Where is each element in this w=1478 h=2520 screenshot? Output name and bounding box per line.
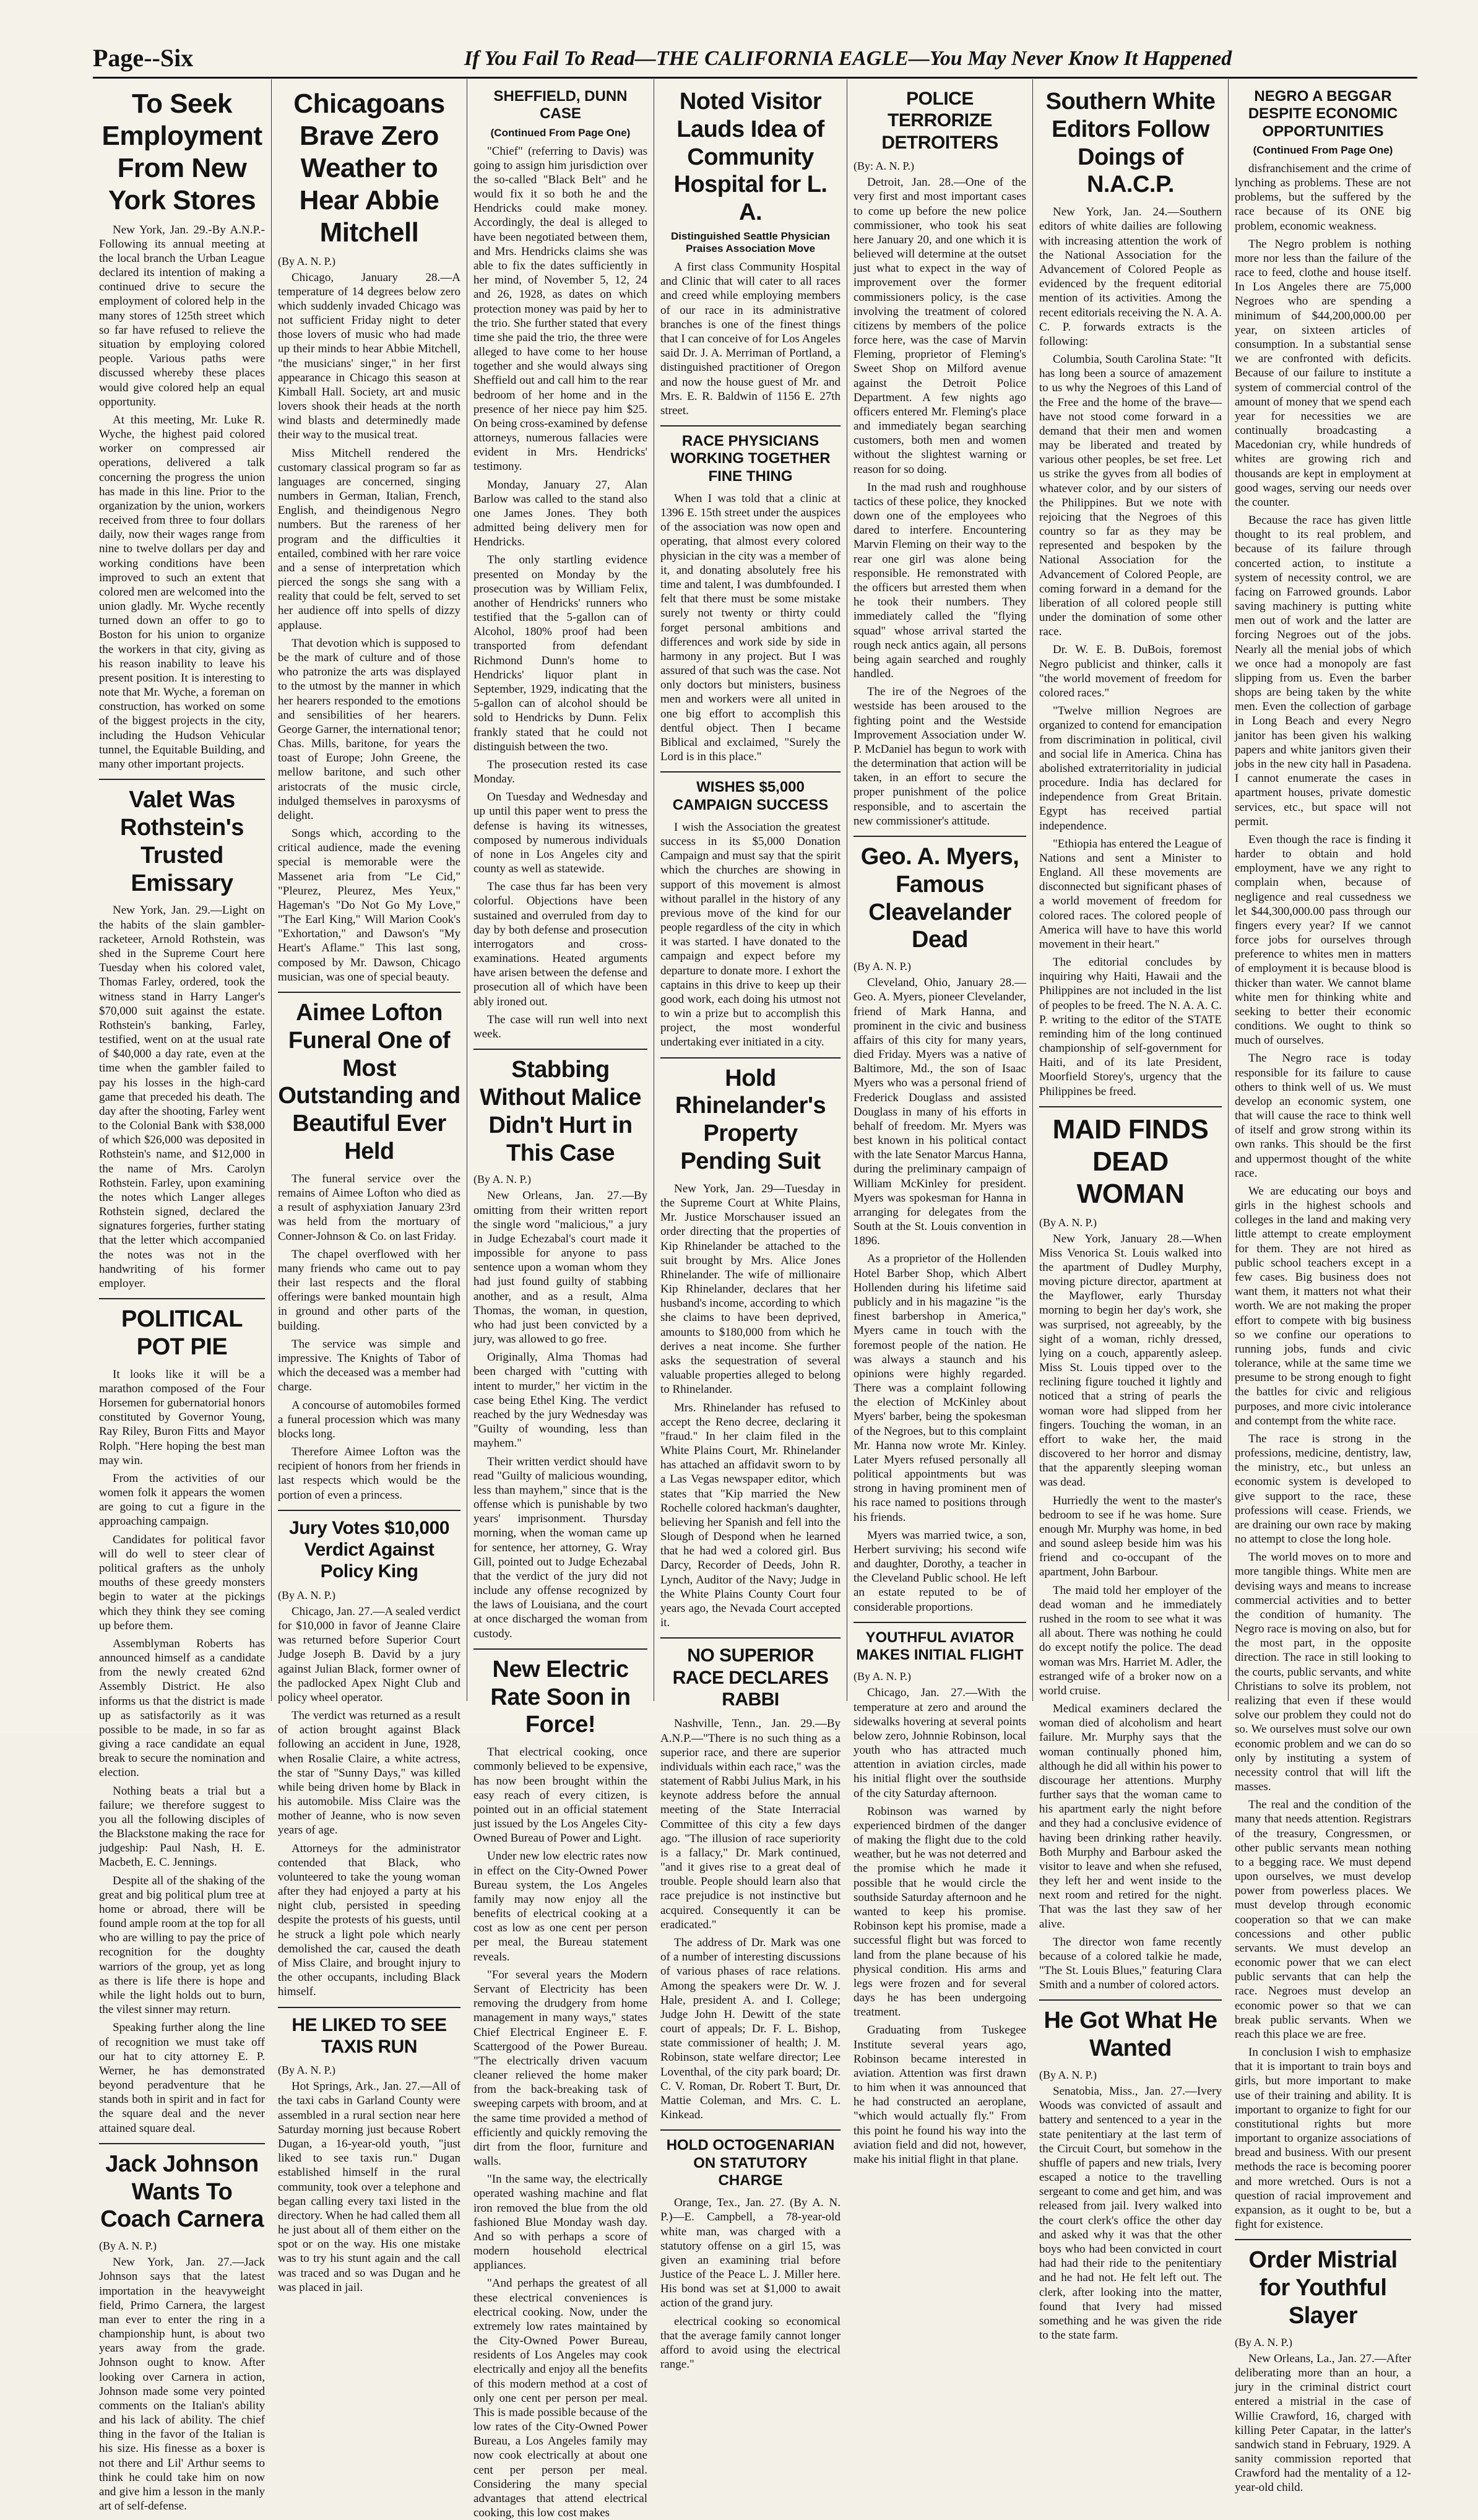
article (1235, 2239, 1411, 2495)
paragraph: New Orleans, Jan. 27.—By omitting from their written report the single word "malicious," a jury in Judge Echezabal's court made it impossible for anyone to pass sentence upon a woman whom they had just found guilty of stabbing another, and as a result, Alma Thomas, the woman, in question, who had just been convicted by a jury, was allowed to go free. (473, 1189, 647, 1346)
article-divider (473, 1648, 647, 1650)
headline: Order Mistrial for Youthful Slayer (1248, 2247, 1398, 2329)
headline: Geo. A. Myers, Famous Cleavelander Dead (860, 843, 1019, 953)
paragraph: "Ethiopia has entered the League of Nations and sent a Minister to England. All these movements are disconnected but significant phases of a world movement of freedom for colored races. The colored people of America will have to have this world movement in their heart." (1039, 837, 1222, 951)
paragraph: The maid told her employer of the dead woman and he immediately rushed in the room to see what it was all about. There was nothing he could do except notify the police. The dead woman was Mrs. Harriet M. Adler, the estranged wife of a broker now on a world cruise. (1039, 1583, 1222, 1697)
headline: MAID FINDS DEAD WOMAN (1052, 1114, 1209, 1209)
paragraph: The ire of the Negroes of the westside has been aroused to the fighting point and the Westside Improvement Association under W. P. McDaniel has begun to work with the determination that action will be taken, in an effort to secure the proper punishment of the police responsible, and to ascertain the new commissioner's attitude. (854, 685, 1026, 828)
headline: To Seek Employment From New York Stores (102, 89, 262, 215)
article-divider (660, 771, 841, 773)
paragraph: In conclusion I wish to emphasize that it is important to train boys and girls, but more important to make use of their training and ability. It is important to organize to fight for our constitutional rights but more important to organize associations of bread and business. With our present methods the race is becoming poorer and more wretched. Ours is not a question of racial improvement and expansion, as it ought to be, but a fight for existence. (1235, 2046, 1411, 2232)
headline: Aimee Lofton Funeral One of Most Outstanding and Beautiful Ever Held (278, 999, 460, 1165)
paragraph: Senatobia, Miss., Jan. 27.—Ivery Woods was convicted of assault and battery and sentenced to a year in the state penitentiary at the last term of the Circuit Court, but somehow in the shuffle of papers and new trials, Ivery escaped a notice to the travelling sergeant to come and get him, and was released from jail. Ivery walked into the court clerk's office the other day and asked why it was that the other boys who had been convicted in court had had their ride to the penitentiary and he had not. He felt left out. The clerk, after looking into the matter, found that Ivery had missed something and he was given the ride to the state farm. (1039, 2085, 1222, 2342)
headline: SHEFFIELD, DUNN CASE (493, 88, 628, 123)
paragraph: The prosecution rested its case Monday. (473, 758, 647, 786)
paragraph: The race is strong in the professions, medicine, dentistry, law, the ministry, etc., but unless an economic system is developed to give support to the race, these professions will cease. Friends, we are draining our own race by making no attempt to close the long hole. (1235, 1432, 1411, 1546)
article (473, 1648, 647, 2520)
paragraph: That electrical cooking, once commonly believed to be expensive, has now been brought within the easy reach of every citizen, is pointed out in an official statement just issued by the Los Angeles City-Owned Bureau of Power and Light. (473, 1746, 647, 1845)
masthead (93, 38, 1417, 79)
paragraph: In the mad rush and roughhouse tactics of these police, they knocked down one of the employees who dared to interfere. Encountering Marvin Fleming on their way to the rear one girl was alone being responsible. He remonstrated with the officers but arrested them when he took their numbers. They immediately called the "flying squad" whose arrival started the rough neck antics again, all persons being again searched and roughly handled. (854, 480, 1026, 681)
headline: HOLD OCTOGENARIAN ON STATUTORY CHARGE (666, 2137, 835, 2189)
paragraph: Columbia, South Carolina State: "It has long been a source of amazement to us why the Negroes of this Land of the Free and the home of the brave—have not stood come forward in a demand that their men and women may be liberated and treated by various other peoples, be set free. Let us strike the gyves from all bodies of whatever color, and by our sisters of the Philippines. But we note with rejoicing that the Negroes of this country so far as they may be represented and bespoken by the National Association for the Advancement of Colored People, are coming forward in a demand for the liberation of all colored people still under the domination of some other race. (1039, 353, 1222, 639)
paragraph: The world moves on to more and more tangible things. White men are devising ways and means to increase commercial activities and to better the condition of humanity. The Negro race is moving on also, but for the most part, in the opposite direction. The race in still looking to the courts, public servants, and white Christians to solve its problem, not realizing that even if these would solve our problem they could not do so. We ourselves must solve our own economic problem and we can do so only by instituting a system of necessity control that will lift the masses. (1235, 1551, 1411, 1794)
paragraph: "Chief" (referring to Davis) was going to assign him jurisdiction over the so-called "Black Belt" and he would fix it so both he and the Hendricks could make money. Accordingly, the deal is alleged to have been negotiated between them, and Mrs. Hendricks claims she was able to fix the dates sufficiently in her mind, of November 5, 12, 24 and 26, 1928, as dates on which protection money was paid by her to the trio. She further stated that every time she paid the trio, the three were alleged to have come to her house together and she would always sing Sheffield out and call him to the rear bedroom of her home and in the presence of her niece pay him $25. On being cross-examined by defense attorneys, numerous fallacies were evident in Mrs. Hendricks' testimony. (473, 144, 647, 474)
headline: Jury Votes $10,000 Verdict Against Policy King (289, 1517, 449, 1582)
paragraph: When I was told that a clinic at 1396 E. 15th street under the auspices of the association was now open and operating, that almost every colored physician in the city was a member of it, and donating absolutely free his time and talent, I was dumbfounded. I felt that there must be some mistake surely not twenty or thirty could forget personal ambitions and differences and work side by side in harmony in any project. But I was assured of that such was the case. Not only doctors but ministers, business men and workers were all united in one big effort to accomplish this dentful object. Then I became Biblical and exclaimed, "Surely the Lord is in this place." (660, 491, 841, 764)
column-7 (1228, 79, 1417, 2495)
article (473, 1049, 647, 1641)
paragraph: Because the race has given little thought to its real problem, and because of its failure through concerted action, to institute a system of necessity control, we are facing on Farrowed grounds. Labor saving machinery is putting white men out of work and the latter are forcing Negroes out of the jobs. Nearly all the menial jobs of which we once had a monopoly are fast slipping from us. Even the barber shops are being taken by the white men. Even the collection of garbage in Long Beach and every Negro janitor has been given his walking papers and white janitors given their jobs in the new city hall in Pasadena. I cannot enumerate the cases in apartment houses, private domestic services, etc., but space will not permit. (1235, 514, 1411, 828)
headline: Hold Rhinelander's Property Pending Suit (675, 1065, 826, 1175)
article (99, 2143, 265, 2514)
article (278, 88, 460, 984)
article (854, 88, 1026, 828)
article-divider (854, 836, 1026, 837)
headline: Chicagoans Brave Zero Weather to Hear Abbie Mitchell (293, 89, 445, 248)
headline: NO SUPERIOR RACE DECLARES RABBI (672, 1645, 829, 1710)
article (1039, 1106, 1222, 1993)
paragraph: The Negro problem is nothing more nor less than the failure of the race to feed, clothe and house itself. In Los Angeles there are 75,000 Negroes who are spending a minimum of $44,200,000.00 per year, on sixteen articles of consumption. In a substantial sense we are confronted with deficits. Because of our failure to institute a system of commercial control of the amount of money that we spend each year for necessities we are continually broadcasting a Macedonian cry, while hundreds of whites are growing rich and thousands are kept in employment at good wages, serving our needs over the counter. (1235, 237, 1411, 509)
paragraph: Robinson was warned by experienced birdmen of the danger of making the flight due to the cold weather, but he was not deterred and the promise which he made it possible that he would circle the southside Saturday afternoon and he wanted to keep his promise. Robinson kept his promise, made a successful flight but was forced to land from the plane because of his physical condition. His arms and legs were frozen and for several days he has been undergoing treatment. (854, 1804, 1026, 2019)
headline: Valet Was Rothstein's Trusted Emissary (120, 787, 244, 896)
article (660, 2129, 841, 2371)
paragraph: Originally, Alma Thomas had been charged with "cutting with intent to murder," her victim in the case being Ethel King. The verdict reached by the jury Wednesday was "Guilty of wounding, less than mayhem." (473, 1351, 647, 1450)
paragraph: Nashville, Tenn., Jan. 29.—By A.N.P.—"There is no such thing as a superior race, and there are superior individuals within each race," was the statement of Rabbi Julius Mark, in his keynote address before the annual meeting of the State Interracial Committee of this city a few days ago. "The illusion of race superiority is a fallacy," Dr. Mark continued, "and it gives rise to a great deal of trouble. People should learn also that race prejudice is not instinctive but acquired. Consequently it can be eradicated." (660, 1717, 841, 1931)
subheadline: Distinguished Seattle Physician Praises Association Move (671, 230, 830, 255)
byline: (By A. N. P.) (854, 960, 912, 973)
column-2 (271, 79, 467, 2294)
article (99, 88, 265, 771)
column-3 (467, 79, 654, 2520)
article (660, 425, 841, 764)
paragraph: Monday, January 27, Alan Barlow was called to the stand also one James Jones. They both admitted being delivery men for Hendricks. (473, 478, 647, 549)
paragraph: The funeral service over the remains of Aimee Lofton who died as a result of asphyxiation January 23rd was held from the mortuary of Conner-Johnson & Co. on last Friday. (278, 1172, 460, 1243)
byline: (By A. N. P.) (278, 1588, 336, 1601)
subheadline: (Continued From Page One) (1253, 144, 1393, 156)
article (278, 1510, 460, 1999)
columns (93, 79, 1417, 2520)
paragraph: The verdict was returned as a result of action brought against Black following an accident in June, 1928, when Rosalie Claire, a white actress, the star of "Sunny Days," was killed while being driven home by Black in his automobile. Miss Claire was the mother of Jeanne, who is now seven years of age. (278, 1709, 460, 1837)
paragraph: Songs which, according to the critical audience, made the evening special is memorable were the Massenet aria from "Le Cid," "Pleurez, Pleurez, Mes Yeux," Hageman's "Do Not Go My Love," "The Earl King," Will Marion Cook's "Exhortation," and Dawson's "My Heart's Aflame." This last song, composed by Mr. Dawson, Chicago musician, was one of special beauty. (278, 827, 460, 984)
paragraph: New York, Jan. 29—Tuesday in the Supreme Court at White Plains, Mr. Justice Morschauser issued an order directing that the properties of Kip Rhinelander be attached to the suit brought by Mrs. Alice Jones Rhinelander. The wife of millionaire Kip Rhinelander, declares that her husband's income, according to which she claims to have been deprived, amounts to $180,000 from which he derives a neat income. She further asks the sequestration of several valuable properties alleged to belong to Rhinelander. (660, 1182, 841, 1396)
byline: (By A. N. P.) (99, 2240, 157, 2253)
article (99, 779, 265, 1291)
paragraph: The director won fame recently because of a colored talkie he made, "The St. Louis Blues," featuring Clara Smith and a number of colored actors. (1039, 1935, 1222, 1992)
article-divider (473, 1049, 647, 1050)
subheadline: (Continued From Page One) (490, 126, 631, 139)
headline: POLICE TERRORIZE DETROITERS (881, 89, 998, 153)
paragraph: Despite all of the shaking of the great and big political plum tree at home or abroad, there will be found ample room at the top for all who are willing to pay the price of recognition for the doughty warriors of the group, yet as long as there is life there is hope and while the light holds out to burn, the vilest sinner may return. (99, 1874, 265, 2017)
headline: HE LIKED TO SEE TAXIS RUN (292, 2014, 447, 2057)
paragraph: "In the same way, the electrically operated washing machine and flat iron removed the blue from the old fashioned Blue Monday wash day. And so with perhaps a score of modern household electrical appliances. (473, 2173, 647, 2272)
paragraph: New Orleans, La., Jan. 27.—After deliberating more than an hour, a jury in the criminal district court entered a mistrial in the case of Willie Crawford, 16, charged with killing Peter Capatar, in the latter's sandwich stand in February, 1929. A sanity commission reported that Crawford had the mentality of a 12-year-old child. (1235, 2352, 1411, 2495)
article-divider (278, 1510, 460, 1511)
article (278, 2007, 460, 2295)
byline: (By A. N. P.) (1039, 2069, 1097, 2082)
paragraph: Nothing beats a trial but a failure; we therefore suggest to you all the following disciples of the Blackstone making the race for judgeship: Paul Nash, H. E. Macbeth, E. C. Jennings. (99, 1784, 265, 1869)
paragraph: Hurriedly the went to the master's bedroom to see if he was home. Sure enough Mr. Murphy was home, in bed and sound asleep beside him was his friend and co-occupant of the apartment, John Barbour. (1039, 1494, 1222, 1579)
article-divider (660, 1057, 841, 1059)
article-divider (1039, 1999, 1222, 2001)
article-divider (278, 2007, 460, 2008)
headline: He Got What He Wanted (1044, 2007, 1217, 2062)
paragraph: Medical examiners declared the woman died of alcoholism and heart failure. Mr. Murphy says that the woman continually phoned him, although he did all within his power to discourage her attentions. Murphy further says that the woman came to his apartment early the night before and they had a conclusive evidence of having been drinking rather heavily. Both Murphy and Barbour asked the visitor to leave and when she refused, they left her and went inside to the next room and retired for the night. That was the last they saw of her alive. (1039, 1702, 1222, 1931)
paragraph: A first class Community Hospital and Clinic that will cater to all races and creed while employing members of our race in its administrative branches is one of the finest things that I can conceive of for Los Angeles said Dr. J. A. Merriman of Portland, a distinguished practitioner of Oregon and now the house guest of Mr. and Mrs. E. R. Baldwin of 1156 E. 27th street. (660, 261, 841, 417)
running-head: If You Fail To Read—THE CALIFORNIA EAGLE—You May Never Know It Happened (464, 47, 1232, 70)
paragraph: Miss Mitchell rendered the customary classical program so far as languages are concerned, singing numbers in German, Italian, French, English, and theindigenous Negro numbers. But the rareness of her program and the difficulties it entailed, combined with her rare voice and a sense of interpretation which pierced the songs she sang with a reality that could be felt, served to set her audience off into spells of dizzy applause. (278, 446, 460, 632)
paragraph: Attorneys for the administrator contended that Black, who volunteered to take the young woman after they had enjoyed a party at his night club, persisted in speeding despite the protests of his guests, until he struck a light pole which nearly demolished the car, caused the death of Miss Claire, and brought injury to the other occupants, including Black himself. (278, 1842, 460, 1999)
paragraph: Mrs. Rhinelander has refused to accept the Reno decree, declaring it "fraud." In her claim filed in the White Plains Court, Mr. Rhinelander has attached an affidavit sworn to by a Las Vegas newspaper editor, which states that "Kip married the New Rochelle colored hackman's daughter, believing her Spanish and fell into the Slough of Despond when he learned that he had wed a colored girl. Bus Darcy, Recorder of Deeds, John R. Lynch, Auditor of the Navy; Judge in the White Plains County Court four years ago, the Nevada Court accepted it. (660, 1401, 841, 1630)
byline: (By: A. N. P.) (854, 160, 915, 173)
paragraph: electrical cooking so economical that the average family cannot longer afford to avoid using the electrical range." (660, 2314, 841, 2371)
article-divider (99, 1298, 265, 1299)
paragraph: From the activities of our women folk it appears the women are going to cut a figure in the approaching campaign. (99, 1471, 265, 1528)
paragraph: The Negro race is today responsible for its failure to cause others to think well of us. We must develop an economic system, one that will cause the race to think well of itself and grow strong within its own ranks. This should be the first and uppermost thought of the white race. (1235, 1052, 1411, 1180)
article-divider (1235, 2239, 1411, 2240)
article (660, 771, 841, 1049)
paragraph: Under new low electric rates now in effect on the City-Owned Power Bureau system, the Los Angeles family may now enjoy all the benefits of electrical cooking at a cost as low as one cent per person per meal, the Bureau statement reveals. (473, 1850, 647, 1964)
paragraph: Speaking further along the line of recognition we must take off our hat to city attorney E. P. Werner, he has demonstrated beyond peradventure that he stands both in spirit and in fact for the square deal and the never attained square deal. (99, 2021, 265, 2135)
paragraph: New York, Jan. 29.—Light on the habits of the slain gambler-racketeer, Arnold Rothstein, was shed in the Supreme Court here Tuesday when his colored valet, Thomas Farley, ordered, took the witness stand in Harry Langer's $70,000 suit against the estate. Rothstein's banking, Farley, testified, went on at the usual rate of $40,000 a day rate, even at the time when the gambler failed to pay his losses in the high-card game that preceded his death. The day after the shooting, Farley went to the Colonial Bank with $38,000 of which $26,000 was deposited in Rothstein's name, and $12,000 in the name of Mrs. Carolyn Rothstein. Farley, upon examining the notes which Langer alleges Rothstein signed, declared the signatures forgeries, further stating that the letter which accompanied the notes was not in the handwriting of his former employer. (99, 904, 265, 1290)
byline: (By A. N. P.) (278, 254, 336, 267)
paragraph: Chicago, Jan. 27.—With the temperature at zero and around the sidewalks hovering at several points below zero, Johnnie Robinson, local youth who has attracted much attention in aviation circles, made his initial flight over the southside of the city Saturday afternoon. (854, 1686, 1026, 1800)
article (660, 88, 841, 418)
page-number: Page--Six (93, 44, 194, 72)
article (854, 1622, 1026, 2167)
byline: (By A. N. P.) (278, 2064, 336, 2077)
article (660, 1057, 841, 1630)
paragraph: New York, Jan. 24.—Southern editors of white dailies are following with increasing attention the work of the National Association for the Advancement of Colored People as evidenced by the frequent editorial mention of its activities. Among the recent editorials receiving the N. A. A. C. P. forwards extracts is the following: (1039, 206, 1222, 348)
column-6 (1032, 79, 1228, 2342)
paragraph: The only startling evidence presented on Monday by the prosecution was by William Felix, another of Hendricks' runners who testified that the 5-gallon can of Alcohol, 180% proof had been transported from defendant Richmond Dunn's home to Hendricks' liquor plant in September, 1929, indicating that the 5-gallon can of alcohol should be sold to Hendricks by Dunn. Felix frankly stated that he could not distinguish between the two. (473, 553, 647, 753)
byline: (By A. N. P.) (1235, 2336, 1293, 2349)
paragraph: Even though the race is finding it harder to obtain and hold employment, have we any right to complain when, because of negligence and real cussedness we let $44,300,000.00 pass through our fingers every year? If we cannot force jobs for ourselves through preference to whites men in matters of employment it is because blood is thicker than water. We cannot blame white men for thinking white and seeking to better their economic conditions. We ought to think so much of ourselves. (1235, 833, 1411, 1047)
headline: New Electric Rate Soon in Force! (490, 1656, 631, 1738)
paragraph: The chapel overflowed with her many friends who came out to pay their last respects and the floral offerings were banked mountain high in ground and other parts of the building. (278, 1247, 460, 1333)
byline: (By A. N. P.) (1039, 1216, 1097, 1229)
paragraph: Graduating from Tuskegee Institute several years ago, Robinson became interested in aviation. Attention was first drawn to him when it was announced that he had constructed an aeroplane, "which would actually fly." From this point he found his way into the aviation field and did not, however, make his initial flight in that plane. (854, 2024, 1026, 2166)
article-divider (660, 1637, 841, 1639)
article (1039, 1999, 1222, 2342)
paragraph: The real and the condition of the many that needs attention. Registrars of the treasury, Congressmen, or other public servants mean nothing to a begging race. We must depend upon ourselves, we must develop power from powerless places. We must develop through economic cooperation so that we can make concessions and other public servants. We must develop an economic power that we can elect public servants that can help the race. Negroes must develop an economic power so that we can break public servants. When we reach this place we are free. (1235, 1798, 1411, 2041)
paragraph: A concourse of automobiles formed a funeral procession which was many blocks long. (278, 1398, 460, 1440)
article (1039, 88, 1222, 1099)
article (473, 88, 647, 1041)
paragraph: I wish the Association the greatest success in its $5,000 Donation Campaign and must say that the spirit which the churches are showing in support of this movement is almost without parallel in the history of any previous move of the kind for our people regardless of the city in which it was started. I have donated to the campaign and expect before my departure to donate more. I exhort the captains in this drive to keep up their good work, each doing his utmost not to win a prize but to accomplish this project, the most wonderful undertaking ever initiated in a city. (660, 820, 841, 1049)
paragraph: "And perhaps the greatest of all these electrical conveniences is electrical cooking. Now, under the extremely low rates maintained by the City-Owned Power Bureau, residents of Los Angeles may cook electrically and enjoy all the benefits of this modern method at a cost of only one cent per person per meal. This is made possible because of the low rates of the City-Owned Power Bureau, a Los Angeles family may now cook electrically at about one cent per person per meal. Considering the many special advantages that attend electrical cooking, this low cost makes (473, 2277, 647, 2520)
paragraph: Their written verdict should have read "Guilty of malicious wounding, less than mayhem," since that is the offense which is punishable by two years' imprisonment. Thursday morning, when the woman came up for sentence, her attorney, G. Wray Gill, pointed out to Judge Echezabal that the verdict of the jury did not include any offense recognized by the laws of Louisiana, and the court at once discharged the woman from custody. (473, 1455, 647, 1640)
paragraph: Cleveland, Ohio, January 28.—Geo. A. Myers, pioneer Clevelander, friend of Mark Hanna, and prominent in the civic and business affairs of this city for many years, died Friday. Myers was a native of Baltimore, Md., the son of Isaac Myers who was a personal friend of Frederick Douglass and assisted Douglass in many of his efforts in behalf of freedom. Mr. Myers was best known in his political contact with the late Senator Marcus Hanna, during the preliminary campaign of William McKinley for president. Myers was spokesman for Hanna in arranging for delegates from the South at the St. Louis convention in 1896. (854, 976, 1026, 1248)
byline: (By A. N. P.) (854, 1670, 912, 1683)
article (660, 1637, 841, 2122)
paragraph: At this meeting, Mr. Luke R. Wyche, the highest paid colored worker on compressed air operations, delivered a talk concerning the progress the union has made in this line. Prior to the organization by the union, workers received from three to four dollars daily, now their wages range from nine to twelve dollars per day and working conditions have been improved to such an extent that colored men are welcomed into the union gladly. Mr. Wyche recently turned down an offer to go to Boston for his union to organize the workers in that city, giving as his reason inability to leave his present position. It is interesting to note that Mr. Wyche, a foreman on construction, has worked on some of the biggest projects in the city, including the Hudson Vehicular tunnel, the Equitable Building, and many other important projects. (99, 413, 265, 771)
paragraph: It looks like it will be a marathon composed of the Four Horsemen for gubernatorial honors constituted by Governor Young, Ray Riley, Buron Fitts and Mayor Rolph. "Here hoping the best man may win. (99, 1367, 265, 1467)
article (1235, 88, 1411, 2232)
paragraph: Candidates for political favor will do well to steer clear of political grafters as the unholy mouths of these greedy monsters begin to water at the pickings which they think they see coming up before them. (99, 1533, 265, 1632)
paragraph: Assemblyman Roberts has announced himself as a candidate from the newly created 62nd Assembly District. He also informs us that the district is made up as satisfactorily as it was possible to be made, in so far as giving a race candidate an equal break to secure the nomination and election. (99, 1637, 265, 1780)
paragraph: New York, Jan. 27.—Jack Johnson says that the latest importation in the heavyweight field, Primo Carnera, the largest man ever to enter the ring in a championship hunt, is about two years away from the grade. Johnson ought to know. After looking over Carnera in action, Johnson made some very pointed comments on the Italian's ability and his lack of ability. The chief thing in the favor of the Italian is his size. His finesse as a boxer is not there and Lil' Arthur seems to think he could take him on now and give him a lesson in the manly art of self-defense. (99, 2256, 265, 2513)
paragraph: The case thus far has been very colorful. Objections have been sustained and overruled from day to day by both defense and prosecution interrogators and cross-examinations. Heated arguments have arisen between the defense and prosecution all of which have been ably ironed out. (473, 880, 647, 1008)
article-divider (1039, 1106, 1222, 1107)
paragraph: Hot Springs, Ark., Jan. 27.—All of the taxi cabs in Garland County were assembled in a rural section near here Saturday morning just because Robert Dugan, a 16-year-old youth, "just liked to see taxis run." Dugan established himself in the rural community, took over a telephone and began calling every taxi listed in the directory. When he had called them all he just about all of them either on the spot or on the way. His one mistake was to try his stunt again and the call was traced and so was Dugan and he was placed in jail. (278, 2080, 460, 2294)
paragraph: Dr. W. E. B. DuBois, foremost Negro publicist and thinker, calls it "the world movement of freedom for colored races." (1039, 643, 1222, 699)
paragraph: Detroit, Jan. 28.—One of the very first and most important cases to come up before the new police commissioner, who took his seat here January 20, and one which it is believed will determine at the outset just what to expect in the way of improvement over the former commissioners policy, is the case involving the treatment of colored citizens by members of the police force here, was the case of Marvin Fleming, proprietor of Fleming's Sweet Shop on Milford avenue against the Detroit Police Department. A few nights ago officers entered Mr. Fleming's place and immediately began searching customers, both men and women without the slightest warning or reason for so doing. (854, 176, 1026, 476)
article-divider (854, 1622, 1026, 1623)
article-divider (660, 425, 841, 426)
paragraph: On Tuesday and Wednesday and up until this paper went to press the defense is having its witnesses, composed by numerous individuals of none in Los Angeles city and county as well as statewide. (473, 790, 647, 876)
article-divider (99, 2143, 265, 2144)
paragraph: Orange, Tex., Jan. 27. (By A. N. P.)—E. Campbell, a 78-year-old white man, was charged with a statutory offense on a girl 15, was given an examining trial before Justice of the Peace L. J. Miller here. His bond was set at $1,000 to await action of the grand jury. (660, 2196, 841, 2310)
headline: POLITICAL POT PIE (121, 1306, 243, 1360)
paragraph: Chicago, January 28.—A temperature of 14 degrees below zero which suddenly invaded Chicago was not sufficient Friday night to deter those lovers of music who had made up their minds to hear Abbie Mitchell, "the musicians' singer," in her first appearance in Chicago this season at Kimball Hall. Society, art and music lovers shook their heads at the north wind blasts and determinedly made their way to the musical treat. (278, 271, 460, 442)
paragraph: We are educating our boys and girls in the highest schools and colleges in the land and making very little attempt to create employment for them. They are not hired as public school teachers except in a few cases. Big business does not want them, it matters not what their worth. We are not making the proper effort to compete with big business so we confine our operations to running jobs, funds and civic tolerance, while at the same time we presume to be strong enough to fight the battles for civic and religious purposes, and more civic intolerance and contempt from the white race. (1235, 1184, 1411, 1427)
paragraph: disfranchisement and the crime of lynching as problems. These are not problems, but the suffered by the race because of its ONE big problem, economic weakness. (1235, 162, 1411, 233)
paragraph: The service was simple and impressive. The Knights of Tabor of which the deceased was a member had charge. (278, 1337, 460, 1394)
article (278, 992, 460, 1502)
headline: NEGRO A BEGGAR DESPITE ECONOMIC OPPORTUNITIES (1248, 88, 1398, 140)
paragraph: Therefore Aimee Lofton was the recipient of honors from her friends in last respects which would be the portion of even a princess. (278, 1445, 460, 1502)
headline: Stabbing Without Malice Didn't Hurt in This Case (480, 1057, 641, 1166)
byline: (By A. N. P.) (473, 1173, 532, 1186)
paragraph: Chicago, Jan. 27.—A sealed verdict for $10,000 in favor of Jeanne Claire was returned before Superior Court Judge Joseph B. David by a jury against Julian Black, former owner of the padlocked Apex Night Club and policy wheel operator. (278, 1604, 460, 1704)
paragraph: "Twelve million Negroes are organized to contend for emancipation from discrimination in political, civil and social life in America. China has abolished extraterritoriality in judicial procedure. India has declared for independence from Great Britain. Egypt has received partial independence. (1039, 704, 1222, 833)
column-5 (847, 79, 1032, 2166)
column-1 (93, 79, 271, 2513)
paragraph: New York, Jan. 29.-By A.N.P.- Following its annual meeting at the local branch the Urban League declared its intention of making a continued drive to secure the employment of colored help in the many stores of 125th street which so far have refused to relieve the situation by employing colored people. Various paths were discussed whereby these places would give colored help an equal opportunity. (99, 223, 265, 409)
paragraph: New York, January 28.—When Miss Venorica St. Louis walked into the apartment of Dudley Murphy, moving picture director, apartment at the Mayflower, early Thursday morning to begin her day's work, she was surprised, not agreeably, by the sight of a woman, richly dressed, lying on a couch, apparently asleep. Miss St. Louis tipped over to the reclining figure touched it lightly and noticed that a string of pearls the woman wore had slipped from her fingers. Touching the woman, in an effort to wake her, the maid discovered to her horror and dismay that the apparently sleeping woman was dead. (1039, 1232, 1222, 1489)
paragraph: That devotion which is supposed to be the mark of culture and of those who patronize the arts was displayed to the utmost by the manner in which her hearers responded to the emotions and sensibilities of her hearers. George Garner, the international tenor; Chas. Mills, baritone, for years the toast of Europe; John Greene, the mellow baritone, and such other aristocrats of the music circle, indulged themselves in paroxysms of delight. (278, 636, 460, 822)
paragraph: "For several years the Modern Servant of Electricity has been removing the drudgery from home management in many ways," states Chief Electrical Engineer E. F. Scattergood of the Power Bureau. "The electrically driven vacuum cleaner relieved the home maker from the back-breaking task of sweeping carpets with broom, and at the same time provided a method of efficiently and quickly removing the dirt from the floor, furniture and walls. (473, 1968, 647, 2168)
paragraph: The case will run well into next week. (473, 1013, 647, 1041)
article-divider (660, 2129, 841, 2131)
article-divider (278, 992, 460, 993)
paragraph: Myers was married twice, a son, Herbert surviving; his second wife and daughter, Dorothy, a teacher in the Cleveland Public school. He left an estate reputed to be of considerable proportions. (854, 1528, 1026, 1614)
headline: Jack Johnson Wants To Coach Carnera (100, 2150, 264, 2233)
article-divider (99, 779, 265, 780)
paragraph: The address of Dr. Mark was one of a number of interesting discussions of various phases of race relations. Among the speakers were Dr. W. J. Hale, president A. and I. College; Judge John H. Dewitt of the state court of appeals; Dr. F. L. Bishop, state commissioner of health; J. M. Robinson, state welfare director; Lee Loventhal, of the city park board; Dr. C. V. Roman, Dr. Robert T. Burt, Dr. Mattie Coleman, and Mrs. C. L. Kinkead. (660, 1936, 841, 2122)
headline: Southern White Editors Follow Doings of N.A.C.P. (1045, 89, 1216, 198)
paragraph: As a proprietor of the Hollenden Hotel Barber Shop, which Albert Hollenden during his lifetime said publicly and in his magazine "is the finest barbershop in America," Myers came in touch with the foremost people of the nation. He was always a staunch and his opinions were highly regarded. There was a complaint following the election of McKinley about Myers' barber, being the spokesman of the Negroes, but to this complaint Mr. Hanna now wrote Mr. Kinley. Later Myers refused personally all political appointments but was strong in having prominent men of his race named to positions through his friends. (854, 1252, 1026, 1524)
headline: Noted Visitor Lauds Idea of Community Hospital for L. A. (673, 89, 828, 226)
article (99, 1298, 265, 2136)
column-4 (654, 79, 847, 2371)
article (854, 836, 1026, 1614)
headline: YOUTHFUL AVIATOR MAKES INITIAL FLIGHT (856, 1629, 1024, 1664)
headline: RACE PHYSICIANS WORKING TOGETHER FINE THING (670, 433, 831, 485)
headline: WISHES $5,000 CAMPAIGN SUCCESS (672, 779, 829, 813)
paragraph: The editorial concludes by inquiring why Haiti, Hawaii and the Philippines are not included in the list of peoples to be freed. The N. A. A. C. P. writing to the editor of the STATE reminding him of the long continued championship of self-government for Haiti, and of its late President, Moorfield Storey's, urgency that the Philippines be freed. (1039, 956, 1222, 1098)
